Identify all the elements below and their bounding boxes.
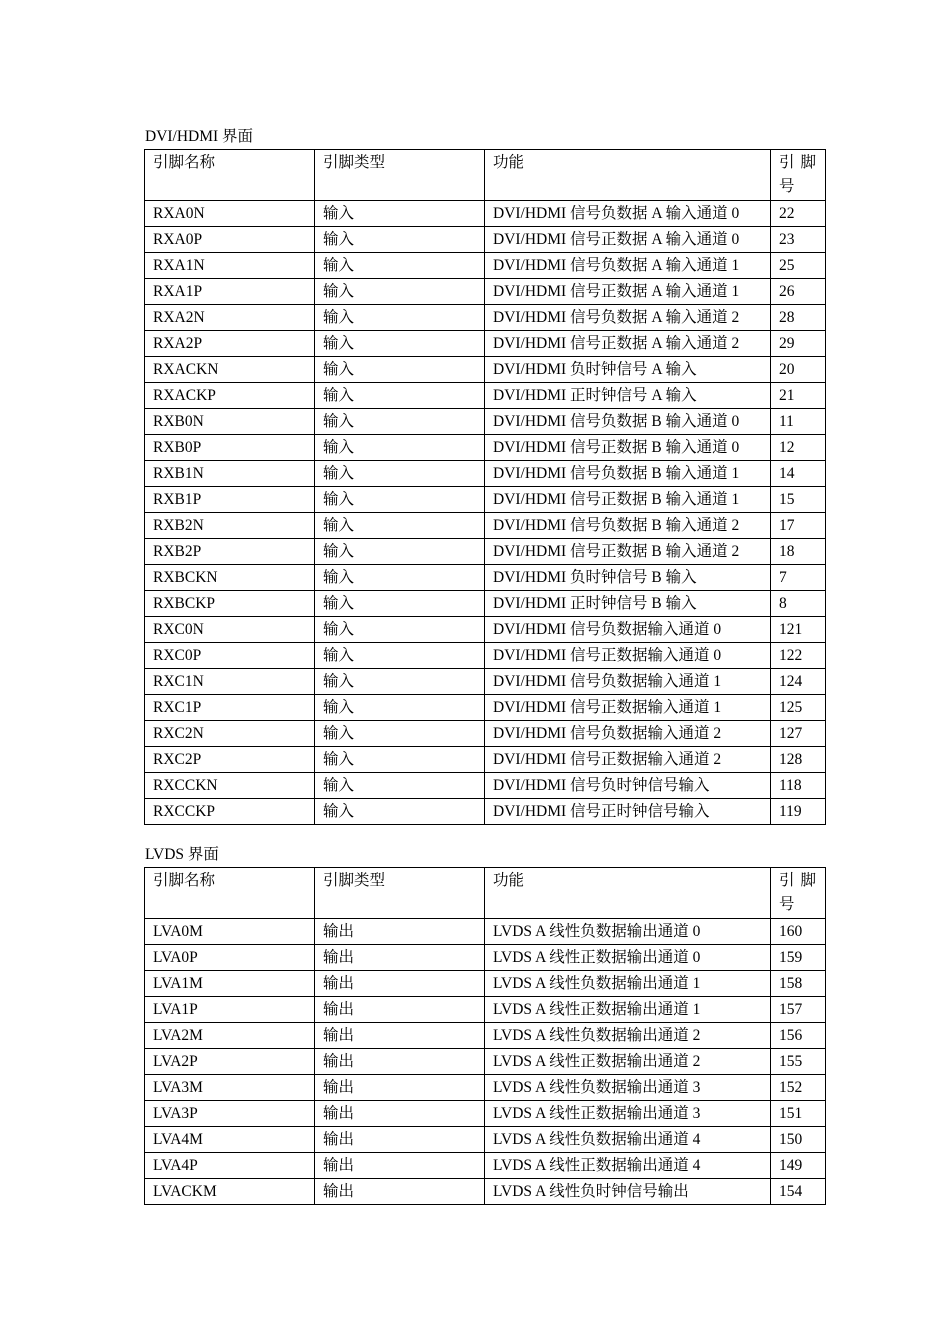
cell-function: DVI/HDMI 信号正数据 B 输入通道 1 [485,487,771,513]
cell-pin-number: 25 [771,253,826,279]
cell-pin-name: LVA3M [145,1075,315,1101]
table-row [145,513,826,539]
cell-pin-number: 155 [771,1049,826,1075]
cell-pin-type: 输出 [315,1101,485,1127]
cell-pin-number: 156 [771,1023,826,1049]
cell-pin-type: 输入 [315,539,485,565]
cell-pin-name: RXB0P [145,435,315,461]
cell-pin-name: RXB0N [145,409,315,435]
cell-function: LVDS A 线性负时钟信号输出 [485,1179,771,1205]
table-row [145,1049,826,1075]
header-pin-type: 引脚类型 [315,868,485,919]
lvds-pin-table [144,867,826,1205]
cell-pin-number: 7 [771,565,826,591]
cell-pin-number: 152 [771,1075,826,1101]
cell-pin-number: 127 [771,721,826,747]
cell-function: LVDS A 线性负数据输出通道 4 [485,1127,771,1153]
cell-pin-number: 26 [771,279,826,305]
cell-pin-number: 160 [771,919,826,945]
cell-pin-type: 输入 [315,409,485,435]
cell-pin-name: RXB1P [145,487,315,513]
cell-pin-number: 11 [771,409,826,435]
cell-pin-name: RXA2P [145,331,315,357]
table-row [145,461,826,487]
table-row [145,695,826,721]
section-title-dvi-hdmi: DVI/HDMI 界面 [145,128,254,145]
cell-function: DVI/HDMI 信号正数据输入通道 0 [485,643,771,669]
cell-pin-name: LVA4P [145,1153,315,1179]
cell-pin-type: 输入 [315,201,485,227]
table-row [145,669,826,695]
table-row [145,357,826,383]
table-header-row [145,868,826,919]
cell-pin-name: LVA4M [145,1127,315,1153]
table-row [145,1075,826,1101]
cell-pin-name: LVA0M [145,919,315,945]
cell-pin-number: 20 [771,357,826,383]
cell-pin-number: 12 [771,435,826,461]
cell-pin-type: 输出 [315,1153,485,1179]
cell-function: LVDS A 线性正数据输出通道 1 [485,997,771,1023]
cell-pin-number: 124 [771,669,826,695]
cell-pin-name: RXCCKP [145,799,315,825]
cell-pin-name: RXC0N [145,617,315,643]
cell-function: DVI/HDMI 信号负数据 A 输入通道 2 [485,305,771,331]
cell-pin-name: RXC2N [145,721,315,747]
cell-pin-number: 158 [771,971,826,997]
cell-pin-name: RXBCKP [145,591,315,617]
table-row [145,201,826,227]
cell-pin-number: 15 [771,487,826,513]
cell-function: DVI/HDMI 信号正时钟信号输入 [485,799,771,825]
cell-pin-name: RXB2N [145,513,315,539]
cell-function: DVI/HDMI 正时钟信号 A 输入 [485,383,771,409]
cell-pin-name: RXA1P [145,279,315,305]
cell-pin-type: 输出 [315,1023,485,1049]
cell-pin-number: 22 [771,201,826,227]
table-row [145,227,826,253]
cell-function: DVI/HDMI 信号正数据输入通道 1 [485,695,771,721]
section-title-lvds: LVDS 界面 [145,846,219,863]
cell-pin-name: RXA1N [145,253,315,279]
cell-pin-number: 18 [771,539,826,565]
cell-pin-number: 29 [771,331,826,357]
table-row [145,1127,826,1153]
cell-pin-name: LVACKM [145,1179,315,1205]
table-row [145,643,826,669]
cell-pin-name: LVA1M [145,971,315,997]
cell-function: LVDS A 线性负数据输出通道 0 [485,919,771,945]
table-row [145,253,826,279]
cell-function: LVDS A 线性负数据输出通道 1 [485,971,771,997]
cell-pin-name: RXB1N [145,461,315,487]
cell-pin-name: RXA0N [145,201,315,227]
cell-function: DVI/HDMI 信号负数据输入通道 0 [485,617,771,643]
cell-pin-type: 输入 [315,747,485,773]
cell-pin-name: RXA2N [145,305,315,331]
header-function: 功能 [485,150,771,201]
table-row [145,305,826,331]
cell-function: LVDS A 线性负数据输出通道 2 [485,1023,771,1049]
table-row [145,1101,826,1127]
cell-pin-type: 输入 [315,253,485,279]
cell-pin-type: 输入 [315,799,485,825]
cell-pin-name: RXBCKN [145,565,315,591]
cell-pin-type: 输出 [315,1179,485,1205]
cell-pin-type: 输入 [315,357,485,383]
cell-pin-number: 28 [771,305,826,331]
table-row [145,539,826,565]
header-pin-number: 引脚号 [771,868,826,919]
cell-pin-number: 150 [771,1127,826,1153]
cell-pin-name: RXACKP [145,383,315,409]
table-row [145,279,826,305]
table-row [145,435,826,461]
cell-function: DVI/HDMI 信号负数据 A 输入通道 0 [485,201,771,227]
cell-pin-name: RXC1P [145,695,315,721]
cell-pin-type: 输入 [315,513,485,539]
table-row [145,997,826,1023]
cell-pin-number: 118 [771,773,826,799]
table-header-row [145,150,826,201]
cell-pin-type: 输出 [315,1127,485,1153]
cell-pin-type: 输入 [315,305,485,331]
cell-function: DVI/HDMI 信号负数据 B 输入通道 2 [485,513,771,539]
cell-pin-number: 159 [771,945,826,971]
cell-function: DVI/HDMI 信号正数据 A 输入通道 1 [485,279,771,305]
cell-pin-type: 输入 [315,695,485,721]
cell-pin-name: RXB2P [145,539,315,565]
table-row [145,409,826,435]
table-row [145,1179,826,1205]
cell-pin-name: RXC1N [145,669,315,695]
cell-pin-type: 输入 [315,617,485,643]
cell-pin-name: RXC2P [145,747,315,773]
cell-pin-number: 8 [771,591,826,617]
cell-pin-name: LVA3P [145,1101,315,1127]
cell-function: DVI/HDMI 信号正数据 A 输入通道 2 [485,331,771,357]
cell-pin-type: 输出 [315,971,485,997]
cell-pin-type: 输出 [315,1049,485,1075]
table-row [145,747,826,773]
table-row [145,945,826,971]
cell-function: DVI/HDMI 信号负数据 B 输入通道 1 [485,461,771,487]
header-pin-type: 引脚类型 [315,150,485,201]
cell-pin-number: 23 [771,227,826,253]
cell-pin-number: 121 [771,617,826,643]
table-row [145,1023,826,1049]
cell-pin-name: LVA2P [145,1049,315,1075]
cell-function: DVI/HDMI 信号负时钟信号输入 [485,773,771,799]
cell-function: LVDS A 线性正数据输出通道 3 [485,1101,771,1127]
table-row [145,773,826,799]
cell-pin-number: 154 [771,1179,826,1205]
dvi-hdmi-pin-table [144,149,826,825]
cell-pin-type: 输入 [315,435,485,461]
table-row [145,565,826,591]
table-row [145,487,826,513]
cell-pin-type: 输入 [315,487,485,513]
cell-pin-name: LVA0P [145,945,315,971]
cell-pin-type: 输入 [315,383,485,409]
cell-pin-type: 输入 [315,461,485,487]
cell-pin-type: 输入 [315,565,485,591]
cell-pin-name: RXCCKN [145,773,315,799]
cell-pin-name: LVA2M [145,1023,315,1049]
cell-pin-type: 输入 [315,331,485,357]
cell-function: DVI/HDMI 信号负数据 A 输入通道 1 [485,253,771,279]
cell-pin-number: 21 [771,383,826,409]
table-row [145,919,826,945]
cell-function: LVDS A 线性正数据输出通道 0 [485,945,771,971]
cell-pin-number: 119 [771,799,826,825]
cell-pin-type: 输入 [315,227,485,253]
cell-pin-type: 输出 [315,919,485,945]
cell-pin-type: 输入 [315,721,485,747]
header-pin-name: 引脚名称 [145,868,315,919]
cell-pin-name: RXACKN [145,357,315,383]
cell-pin-type: 输入 [315,773,485,799]
cell-pin-number: 14 [771,461,826,487]
cell-function: DVI/HDMI 信号正数据输入通道 2 [485,747,771,773]
cell-function: DVI/HDMI 信号正数据 A 输入通道 0 [485,227,771,253]
cell-function: DVI/HDMI 信号负数据输入通道 1 [485,669,771,695]
table-row [145,383,826,409]
cell-pin-type: 输出 [315,1075,485,1101]
cell-function: DVI/HDMI 信号负数据 B 输入通道 0 [485,409,771,435]
table-row [145,721,826,747]
cell-function: DVI/HDMI 信号正数据 B 输入通道 2 [485,539,771,565]
header-pin-name: 引脚名称 [145,150,315,201]
cell-function: DVI/HDMI 负时钟信号 B 输入 [485,565,771,591]
cell-pin-type: 输入 [315,669,485,695]
header-function: 功能 [485,868,771,919]
cell-pin-number: 128 [771,747,826,773]
table-row [145,331,826,357]
cell-function: LVDS A 线性负数据输出通道 3 [485,1075,771,1101]
table-row [145,591,826,617]
cell-pin-name: RXC0P [145,643,315,669]
cell-function: DVI/HDMI 信号正数据 B 输入通道 0 [485,435,771,461]
cell-pin-type: 输出 [315,945,485,971]
cell-function: LVDS A 线性正数据输出通道 4 [485,1153,771,1179]
cell-pin-type: 输入 [315,591,485,617]
cell-function: DVI/HDMI 负时钟信号 A 输入 [485,357,771,383]
cell-pin-type: 输入 [315,279,485,305]
cell-pin-number: 17 [771,513,826,539]
cell-function: DVI/HDMI 正时钟信号 B 输入 [485,591,771,617]
cell-pin-number: 151 [771,1101,826,1127]
table-row [145,799,826,825]
cell-pin-number: 157 [771,997,826,1023]
cell-pin-number: 149 [771,1153,826,1179]
cell-pin-name: RXA0P [145,227,315,253]
cell-pin-name: LVA1P [145,997,315,1023]
table-row [145,617,826,643]
cell-function: DVI/HDMI 信号负数据输入通道 2 [485,721,771,747]
table-row [145,971,826,997]
cell-pin-number: 122 [771,643,826,669]
table-row [145,1153,826,1179]
cell-pin-type: 输出 [315,997,485,1023]
header-pin-number: 引脚号 [771,150,826,201]
cell-pin-number: 125 [771,695,826,721]
cell-pin-type: 输入 [315,643,485,669]
cell-function: LVDS A 线性正数据输出通道 2 [485,1049,771,1075]
